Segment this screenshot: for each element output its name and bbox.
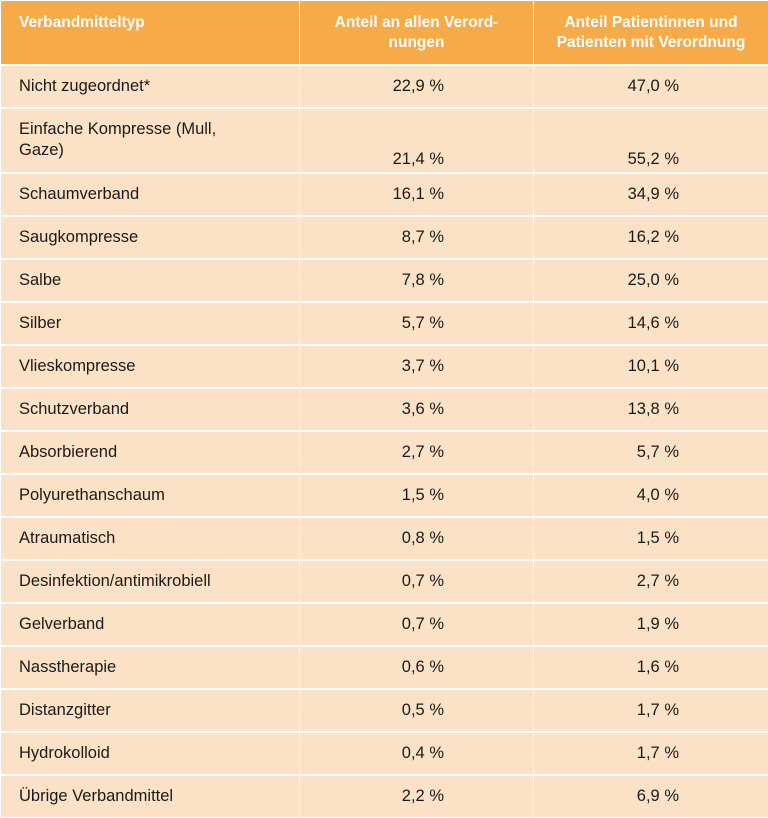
- header-share-patients: Anteil Patientinnen und Patienten mit Verordnung: [534, 1, 768, 65]
- table-header-row: [1, 1, 768, 65]
- table-row: [1, 302, 768, 345]
- cell-share-patients: 14,6 %: [534, 302, 768, 345]
- table-row: [1, 345, 768, 388]
- cell-share-patients: 1,6 %: [534, 646, 768, 689]
- table-row: [1, 732, 768, 775]
- table-row: [1, 517, 768, 560]
- cell-share-patients: 2,7 %: [534, 560, 768, 603]
- cell-dressing-type: Nasstherapie: [1, 646, 300, 689]
- table-row: [1, 775, 768, 818]
- cell-share-prescriptions: 0,7 %: [300, 603, 534, 646]
- cell-share-prescriptions: 1,5 %: [300, 474, 534, 517]
- cell-dressing-type: Atraumatisch: [1, 517, 300, 560]
- cell-share-patients: 25,0 %: [534, 259, 768, 302]
- cell-dressing-type: Polyurethanschaum: [1, 474, 300, 517]
- cell-share-prescriptions: 0,5 %: [300, 689, 534, 732]
- header-share-prescriptions: Anteil an allen Verord- nungen: [300, 1, 534, 65]
- cell-share-prescriptions: 0,4 %: [300, 732, 534, 775]
- cell-share-patients: 55,2 %: [534, 108, 768, 173]
- cell-share-patients: 1,9 %: [534, 603, 768, 646]
- table-row: [1, 603, 768, 646]
- cell-share-patients: 1,7 %: [534, 732, 768, 775]
- cell-share-prescriptions: 21,4 %: [300, 108, 534, 173]
- cell-share-prescriptions: 2,7 %: [300, 431, 534, 474]
- cell-dressing-type: Vlieskompresse: [1, 345, 300, 388]
- cell-share-prescriptions: 22,9 %: [300, 65, 534, 108]
- cell-dressing-type: Salbe: [1, 259, 300, 302]
- table-row: [1, 259, 768, 302]
- cell-dressing-type: Silber: [1, 302, 300, 345]
- cell-share-patients: 34,9 %: [534, 173, 768, 216]
- table-row: [1, 108, 768, 173]
- cell-dressing-type: Saugkompresse: [1, 216, 300, 259]
- cell-share-prescriptions: 0,6 %: [300, 646, 534, 689]
- table-row: [1, 474, 768, 517]
- cell-dressing-type: Hydrokolloid: [1, 732, 300, 775]
- cell-share-patients: 47,0 %: [534, 65, 768, 108]
- cell-dressing-type: Desinfektion/antimikrobiell: [1, 560, 300, 603]
- table-row: [1, 646, 768, 689]
- table-row: [1, 65, 768, 108]
- cell-share-prescriptions: 3,7 %: [300, 345, 534, 388]
- table-row: [1, 216, 768, 259]
- cell-share-prescriptions: 16,1 %: [300, 173, 534, 216]
- cell-share-prescriptions: 7,8 %: [300, 259, 534, 302]
- cell-share-patients: 4,0 %: [534, 474, 768, 517]
- cell-share-patients: 1,5 %: [534, 517, 768, 560]
- cell-dressing-type: Nicht zugeordnet*: [1, 65, 300, 108]
- cell-share-prescriptions: 0,7 %: [300, 560, 534, 603]
- cell-share-prescriptions: 0,8 %: [300, 517, 534, 560]
- cell-dressing-type: Absorbierend: [1, 431, 300, 474]
- table-row: [1, 431, 768, 474]
- cell-share-prescriptions: 5,7 %: [300, 302, 534, 345]
- cell-share-patients: 1,7 %: [534, 689, 768, 732]
- cell-dressing-type: Gelverband: [1, 603, 300, 646]
- cell-share-prescriptions: 2,2 %: [300, 775, 534, 818]
- table-body: [1, 65, 768, 818]
- cell-share-patients: 16,2 %: [534, 216, 768, 259]
- table-row: [1, 173, 768, 216]
- cell-share-patients: 6,9 %: [534, 775, 768, 818]
- cell-dressing-type: Schutzverband: [1, 388, 300, 431]
- table-row: [1, 560, 768, 603]
- cell-dressing-type: Einfache Kompresse (Mull, Gaze): [1, 108, 300, 173]
- cell-share-prescriptions: 8,7 %: [300, 216, 534, 259]
- table-row: [1, 388, 768, 431]
- cell-dressing-type: Distanzgitter: [1, 689, 300, 732]
- cell-dressing-type: Schaumverband: [1, 173, 300, 216]
- cell-dressing-type: Übrige Verbandmittel: [1, 775, 300, 818]
- cell-share-patients: 5,7 %: [534, 431, 768, 474]
- header-dressing-type: Verbandmitteltyp: [1, 1, 300, 65]
- cell-share-prescriptions: 3,6 %: [300, 388, 534, 431]
- table-row: [1, 689, 768, 732]
- cell-share-patients: 10,1 %: [534, 345, 768, 388]
- cell-share-patients: 13,8 %: [534, 388, 768, 431]
